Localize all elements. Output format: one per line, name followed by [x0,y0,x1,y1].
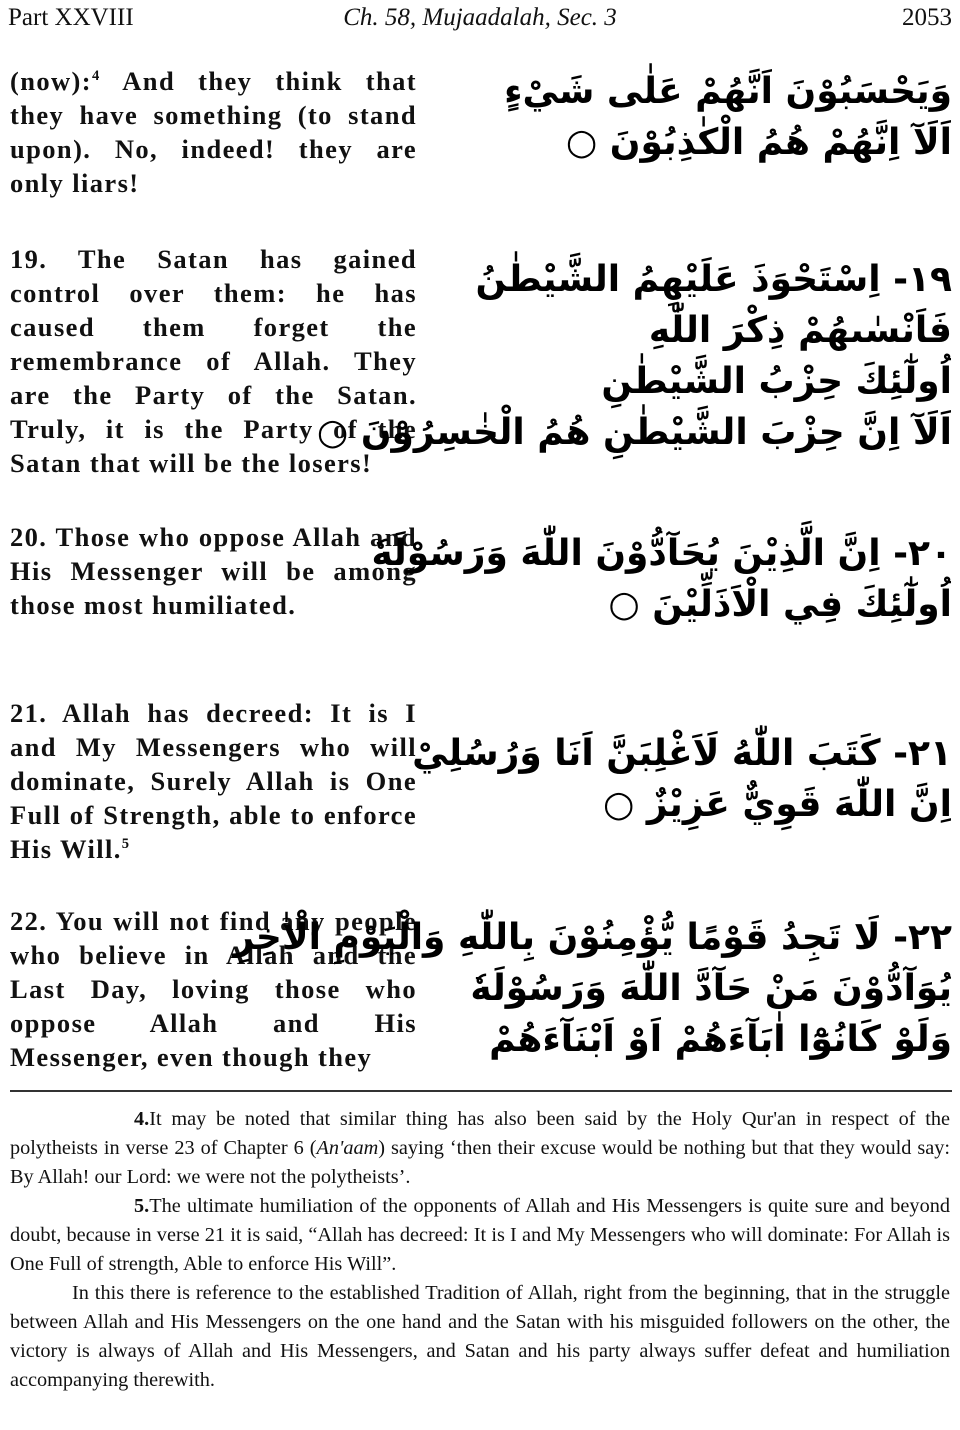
verse-22-arabic [233,912,952,1065]
arabic-line: ٢١- كَتَبَ اللّٰهُ لَاَغْلِبَنَّ اَنَا وَرُسُلِيْ [412,733,952,774]
arabic-line: اِنَّ اللّٰهَ قَوِيٌّ عَزِيْزٌ ○ [602,784,952,825]
arabic-line: اَلَآ اِنَّهُمْ هُمُ الْكٰذِبُوْنَ ○ [565,122,952,163]
arabic-line: اُولٰٓئِكَ فِي الْاَذَلِّيْنَ ○ [608,584,952,625]
arabic-line: فَاَنْسٰىهُمْ ذِكْرَ اللّٰهِ [648,310,952,351]
page-header [8,4,952,36]
verse-18-arabic [504,66,952,168]
verse-22-english: 22. You will not find any people who believe in Allah and the Last Day, loving those who oppose Allah and His Messenger, even though they [10,906,417,1072]
verse-19-english: 19. The Satan has gained control over them: he has caused them forget the remembrance of Allah. They are the Party of the Satan. Truly, it is the Party of the Satan that will be the losers! [10,244,417,478]
arabic-line: يُوَآدُّوْنَ مَنْ حَآدَّ اللّٰهَ وَرَسُوْلَهٗ [470,968,952,1009]
arabic-line: اُولٰٓئِكَ حِزْبُ الشَّيْطٰنِ [601,361,952,402]
verse-20-english: 20. Those who oppose Allah and His Messenger will be among those most humiliated. [10,522,417,620]
arabic-line: وَيَحْسَبُوْنَ اَنَّهُمْ عَلٰى شَيْءٍ [504,71,952,112]
arabic-line: اَلَآ اِنَّ حِزْبَ الشَّيْطٰنِ هُمُ الْخٰسِرُوْنَ ○ [316,412,952,453]
footnote-ref-4[interactable]: 4 [92,68,101,85]
footnote-number: 4. [134,1108,150,1130]
footnote-5: 5.The ultimate humiliation of the opponents of Allah and His Messengers is quite sure and beyond doubt, because in verse 21 it is said, “Allah has decreed: It is I and My Messengers who will dominate: For Allah is One Full of strength, Able to enforce His Will”. [10,1192,950,1279]
verse-21-arabic [412,728,952,830]
verse-20-arabic [371,528,952,630]
footnote-number: 5. [134,1195,150,1217]
verse-18-english: (now):$^4$ And they think that they have something (to stand upon). No, indeed! they are only liars! [10,66,417,198]
footnote-5-continuation: In this there is reference to the established Tradition of Allah, right from the beginning, that in the struggle between Allah and His Messengers on the one hand and the Satan with his misguided followers on the other, the victory is always of Allah and His Messengers, and Satan and his party always suffer defeat and humiliation accompanying therewith. [10,1282,950,1391]
verse-19-arabic [316,254,952,458]
arabic-line: ١٩- اِسْتَحْوَذَ عَلَيْهِمُ الشَّيْطٰنُ [475,259,952,300]
arabic-line: ٢٠- اِنَّ الَّذِيْنَ يُحَآدُّوْنَ اللّٰهَ وَرَسُوْلَهٗ [371,533,952,574]
part-label: Part XXVIII [8,4,134,31]
page-number: 2053 [902,4,952,31]
chapter-title: Ch. 58, Mujaadalah, Sec. 3 [343,4,617,31]
footnotes [10,1105,950,1395]
footnote-divider [10,1090,952,1092]
verse-21-english: 21. Allah has decreed: It is I and My Messengers who will dominate, Surely Allah is One Full of Strength, able to enforce His Will.$^5$ [10,698,417,864]
arabic-line: وَلَوْ كَانُوْٓا اٰبَآءَهُمْ اَوْ اَبْنَآءَهُمْ [489,1019,952,1060]
arabic-line: ٢٢- لَا تَجِدُ قَوْمًا يُّؤْمِنُوْنَ بِاللّٰهِ وَالْيَوْمِ الْاٰخِرِ [233,917,952,958]
footnote-ref-5[interactable]: 5 [121,836,131,853]
footnote-4: 4.It may be noted that similar thing has also been said by the Holy Qur'an in respect of the polytheists in verse 23 of Chapter 6 (An'aam) saying ‘then their excuse would be nothing but that they would say: By Allah! our Lord: we were not the polytheists’. [10,1105,950,1192]
